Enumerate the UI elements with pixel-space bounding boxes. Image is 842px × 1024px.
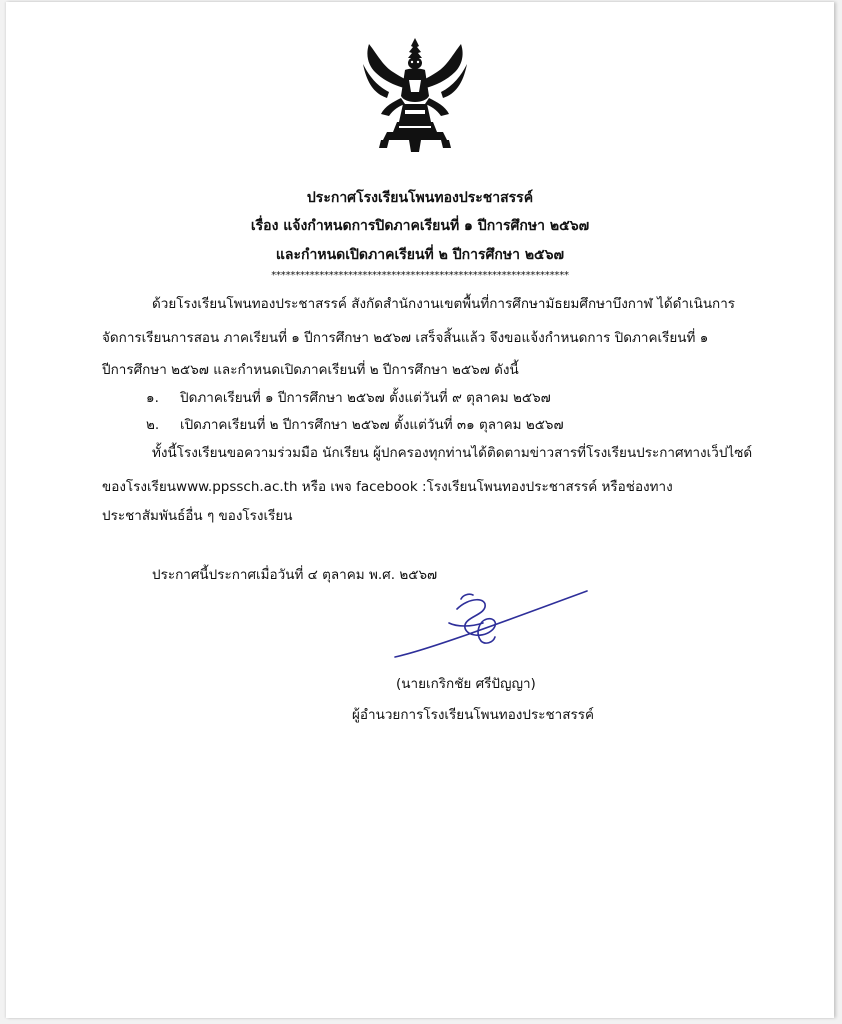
- signature-icon: [391, 587, 591, 662]
- body-line-1: ด้วยโรงเรียนโพนทองประชาสรรค์ สังกัดสำนักงานเขตพื้นที่การศึกษามัธยมศึกษาบึงกาฬ ได้ดำเนินการ: [152, 296, 736, 312]
- signer-title: ผู้อำนวยการโรงเรียนโพนทองประชาสรรค์: [352, 707, 594, 723]
- garuda-emblem-icon: [359, 36, 471, 154]
- list-item-number: ๑.: [146, 390, 159, 406]
- list-item-text: เปิดภาคเรียนที่ ๒ ปีการศึกษา ๒๕๖๗ ตั้งแต่วันที่ ๓๑ ตุลาคม ๒๕๖๗: [180, 417, 564, 433]
- body-line-2: จัดการเรียนการสอน ภาคเรียนที่ ๑ ปีการศึกษา ๒๕๖๗ เสร็จสิ้นแล้ว จึงขอแจ้งกำหนดการ ปิดภาคเรียนที่ ๑: [102, 330, 709, 346]
- announcement-subject-continued: และกำหนดเปิดภาคเรียนที่ ๒ ปีการศึกษา ๒๕๖๗: [275, 247, 565, 263]
- announcement-subject: เรื่อง แจ้งกำหนดการปิดภาคเรียนที่ ๑ ปีการศึกษา ๒๕๖๗: [250, 218, 590, 234]
- closing-line-2: ของโรงเรียนwww.ppssch.ac.th หรือ เพจ facebook :โรงเรียนโพนทองประชาสรรค์ หรือช่องทาง: [102, 479, 673, 495]
- closing-line-3: ประชาสัมพันธ์อื่น ๆ ของโรงเรียน: [102, 508, 293, 524]
- list-item-close-semester: [146, 389, 551, 407]
- separator-line: **************************************************************: [271, 270, 569, 281]
- list-item-text: ปิดภาคเรียนที่ ๑ ปีการศึกษา ๒๕๖๗ ตั้งแต่วันที่ ๙ ตุลาคม ๒๕๖๗: [180, 390, 551, 406]
- announcement-title: ประกาศโรงเรียนโพนทองประชาสรรค์: [306, 190, 534, 206]
- signer-name: (นายเกริกชัย ศรีปัญญา): [396, 676, 536, 692]
- closing-line-1: ทั้งนี้โรงเรียนขอความร่วมมือ นักเรียน ผู้ปกครองทุกท่านได้ติดตามข่าวสารที่โรงเรียนประกาศทางเว็ปไซด์: [152, 445, 753, 461]
- list-item-open-semester: [146, 416, 564, 434]
- body-line-3: ปีการศึกษา ๒๕๖๗ และกำหนดเปิดภาคเรียนที่ ๒ ปีการศึกษา ๒๕๖๗ ดังนี้: [102, 362, 519, 378]
- announcement-date: ประกาศนี้ประกาศเมื่อวันที่ ๔ ตุลาคม พ.ศ. ๒๕๖๗: [152, 567, 438, 583]
- document-page: [6, 2, 834, 1018]
- list-item-number: ๒.: [146, 417, 160, 433]
